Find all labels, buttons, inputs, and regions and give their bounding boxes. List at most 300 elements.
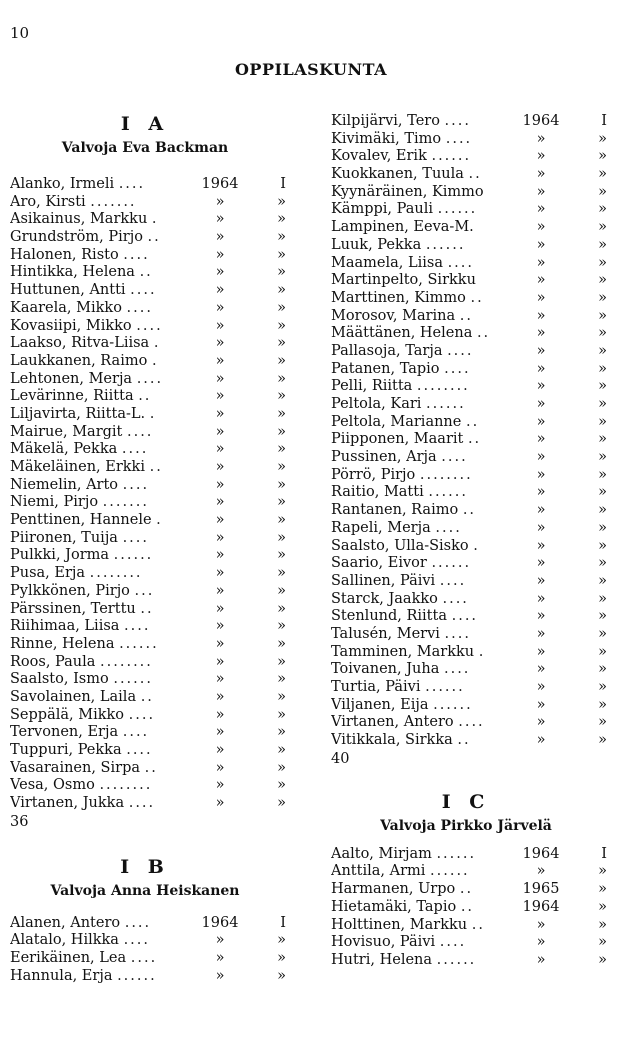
grade-level: I: [601, 845, 607, 862]
section-supervisor: Valvoja Eva Backman: [61, 140, 229, 156]
student-name: Tamminen, Markku: [331, 643, 475, 660]
enrollment-year: »: [215, 388, 225, 405]
student-name: Pelli, Riitta: [331, 378, 413, 395]
student-row: [10, 689, 290, 707]
enrollment-year: »: [215, 547, 225, 564]
student-row: [10, 636, 290, 654]
student-name: Kaarela, Mikko: [10, 299, 122, 316]
leader-dots: .: [156, 512, 163, 529]
leader-dots: ....: [126, 299, 153, 316]
leader-dots: ..: [459, 307, 473, 324]
leader-dots: ..: [476, 325, 491, 342]
leader-dots: ......: [431, 555, 472, 572]
grade-level: »: [277, 352, 286, 369]
student-row: [10, 512, 290, 530]
leader-dots: ....: [130, 282, 157, 299]
student-name: Lehtonen, Merja: [10, 370, 133, 387]
student-name: Pulkki, Jorma: [10, 547, 110, 564]
student-name: Kyynäräinen, Kimmo: [331, 183, 484, 200]
student-name-cell: [10, 795, 198, 813]
leader-dots: ..: [139, 264, 153, 281]
student-row: [10, 932, 290, 950]
grade-level: »: [277, 671, 286, 688]
student-name: Virtanen, Jukka: [10, 795, 125, 812]
grade-level: »: [598, 466, 607, 483]
enrollment-year: »: [215, 193, 225, 210]
student-name: Peltola, Marianne: [331, 413, 462, 430]
student-name-cell: [10, 176, 198, 194]
student-row: [331, 184, 611, 202]
leader-dots: ..: [138, 388, 152, 405]
grade-level: »: [598, 360, 607, 377]
student-name: Piipponen, Maarit: [331, 431, 464, 448]
student-name-cell: [331, 449, 519, 467]
student-row: [331, 538, 611, 556]
student-row: [10, 547, 290, 565]
student-name-cell: [10, 264, 198, 282]
student-name-cell: [331, 148, 519, 166]
enrollment-year: »: [215, 476, 225, 493]
grade-level: »: [598, 572, 607, 589]
student-name: Mäkeläinen, Erkki: [10, 459, 145, 475]
class-section-ib: [10, 855, 290, 986]
student-name-cell: [331, 414, 519, 432]
student-name-cell: [331, 626, 519, 644]
student-name-cell: [331, 934, 519, 952]
grade-level: »: [598, 951, 607, 968]
leader-dots: ....: [458, 714, 485, 731]
class-section-ic: [331, 790, 611, 970]
enrollment-year: »: [536, 236, 546, 253]
student-row: [331, 131, 611, 149]
student-name: Niemelin, Arto: [10, 476, 119, 493]
student-name: Luuk, Pekka: [331, 236, 422, 253]
grade-level: »: [277, 317, 286, 334]
student-name-cell: [10, 530, 198, 548]
student-name-cell: [331, 538, 519, 556]
leader-dots: ......: [436, 845, 477, 862]
grade-level: »: [598, 378, 607, 395]
student-name: Riihimaa, Liisa: [10, 618, 120, 635]
grade-level: »: [598, 130, 607, 147]
leader-dots: ....: [441, 449, 468, 466]
leader-dots: ....: [126, 742, 153, 758]
student-name-cell: [10, 300, 198, 318]
grade-level: »: [277, 950, 286, 967]
leader-dots: .: [153, 335, 161, 352]
student-row: [10, 950, 290, 968]
student-name-cell: [10, 707, 198, 725]
grade-level: »: [598, 881, 607, 898]
student-name: Aro, Kirsti: [10, 193, 86, 210]
enrollment-year: »: [536, 325, 546, 342]
leader-dots: ......: [433, 696, 473, 713]
enrollment-year: »: [536, 537, 546, 554]
student-name-cell: [10, 671, 198, 689]
leader-dots: ....: [123, 246, 150, 263]
student-name-cell: [331, 899, 519, 917]
student-row: [10, 318, 290, 336]
grade-level: »: [277, 618, 286, 635]
class-section-ia: [10, 112, 290, 831]
leader-dots: ..: [471, 916, 485, 933]
student-name-cell: [331, 881, 519, 899]
enrollment-year: 1964: [522, 113, 560, 129]
grade-level: »: [598, 863, 607, 880]
student-row: [331, 502, 611, 520]
student-name: Saalsto, Ulla-Sisko: [331, 537, 469, 554]
enrollment-year: »: [215, 317, 225, 334]
grade-level: »: [277, 211, 286, 228]
enrollment-year: »: [215, 582, 225, 599]
student-name: Toivanen, Juha: [331, 661, 440, 678]
leader-dots: ....: [128, 795, 156, 812]
grade-level: »: [277, 795, 286, 812]
grade-level: »: [598, 396, 607, 412]
student-name-cell: [10, 583, 198, 601]
student-row: [10, 247, 290, 265]
leader-dots: ........: [416, 378, 470, 395]
enrollment-year: »: [536, 555, 546, 572]
enrollment-year: »: [215, 967, 225, 984]
student-name-cell: [331, 431, 519, 449]
student-name-cell: [10, 512, 198, 530]
enrollment-year: »: [536, 625, 546, 642]
student-name: Kovasiipi, Mikko: [10, 317, 132, 334]
student-name: Eerikäinen, Lea: [10, 950, 127, 967]
grade-level: »: [277, 777, 286, 794]
grade-level: I: [601, 113, 607, 129]
leader-dots: ..: [462, 502, 477, 519]
student-row: [331, 201, 611, 219]
student-name-cell: [10, 565, 198, 583]
student-name-cell: [331, 184, 519, 202]
student-row: [10, 760, 290, 778]
student-name-cell: [331, 846, 519, 864]
student-row: [10, 264, 290, 282]
leader-dots: ......: [113, 671, 153, 688]
leader-dots: ....: [128, 706, 156, 723]
student-row: [10, 795, 290, 813]
grade-level: »: [277, 335, 286, 352]
student-name-cell: [331, 201, 519, 219]
grade-level: »: [598, 342, 607, 359]
student-name-cell: [10, 968, 198, 986]
student-name: Laukkanen, Raimo: [10, 352, 148, 369]
grade-level: »: [277, 370, 286, 387]
student-row: [10, 530, 290, 548]
enrollment-year: »: [215, 688, 225, 705]
student-name-cell: [331, 325, 519, 343]
enrollment-year: »: [536, 696, 546, 713]
student-row: [10, 282, 290, 300]
student-name-cell: [10, 441, 198, 459]
student-row: [10, 388, 290, 406]
enrollment-year: »: [215, 441, 225, 458]
leader-dots: ..: [470, 289, 484, 306]
student-name: Mäkelä, Pekka: [10, 441, 118, 458]
student-name-cell: [331, 952, 519, 970]
student-name: Holttinen, Markku: [331, 916, 468, 933]
enrollment-year: »: [536, 219, 546, 236]
enrollment-year: »: [215, 706, 225, 723]
enrollment-year: »: [536, 643, 546, 660]
grade-level: »: [277, 494, 286, 511]
student-name-cell: [10, 335, 198, 353]
enrollment-year: »: [215, 512, 225, 529]
student-name-cell: [331, 732, 519, 750]
grade-level: »: [277, 653, 286, 670]
student-row: [331, 591, 611, 609]
enrollment-year: »: [536, 201, 546, 218]
student-row: [331, 520, 611, 538]
student-name-cell: [10, 424, 198, 442]
student-name: Alatalo, Hilkka: [10, 932, 119, 949]
leader-dots: ..: [459, 881, 474, 898]
student-name: Sallinen, Päivi: [331, 572, 436, 589]
leader-dots: ........: [100, 653, 153, 670]
enrollment-year: »: [536, 951, 546, 968]
student-name-cell: [331, 917, 519, 935]
grade-level: »: [277, 476, 286, 493]
grade-level: »: [277, 635, 286, 652]
grade-level: »: [277, 246, 286, 263]
student-name-cell: [331, 555, 519, 573]
grade-level: »: [277, 706, 286, 723]
leader-dots: ......: [425, 679, 465, 695]
section-heading: I B: [120, 855, 170, 878]
enrollment-year: »: [536, 431, 546, 448]
student-row: [10, 671, 290, 689]
student-name-cell: [10, 547, 198, 565]
student-name-cell: [331, 520, 519, 538]
enrollment-year: »: [536, 289, 546, 306]
leader-dots: ..: [147, 229, 161, 246]
grade-level: »: [277, 423, 286, 440]
student-name-cell: [331, 573, 519, 591]
student-name: Martinpelto, Sirkku: [331, 272, 476, 289]
student-row: [10, 371, 290, 389]
student-row: [331, 113, 611, 131]
enrollment-year: »: [536, 378, 546, 395]
grade-level: »: [598, 413, 607, 430]
grade-level: »: [598, 661, 607, 678]
student-name: Alanen, Antero: [10, 914, 121, 931]
student-name: Savolainen, Laila: [10, 688, 137, 705]
enrollment-year: »: [536, 449, 546, 466]
enrollment-year: 1964: [201, 914, 239, 931]
enrollment-year: »: [536, 934, 546, 951]
student-name: Talusén, Mervi: [331, 625, 440, 642]
student-row: [331, 414, 611, 432]
student-name-cell: [10, 950, 198, 968]
page-title: OPPILASKUNTA: [234, 60, 388, 79]
student-row: [331, 343, 611, 361]
student-name-cell: [10, 477, 198, 495]
student-name-cell: [331, 255, 519, 273]
student-row: [10, 194, 290, 212]
leader-dots: ....: [445, 130, 473, 147]
enrollment-year: »: [215, 282, 225, 299]
grade-level: »: [598, 307, 607, 324]
student-name-cell: [10, 406, 198, 424]
grade-level: »: [277, 529, 286, 546]
enrollment-year: »: [536, 661, 546, 678]
student-name: Asikainus, Markku: [10, 211, 148, 228]
leader-dots: .......: [102, 494, 149, 511]
student-name-cell: [331, 863, 519, 881]
student-row: [10, 742, 290, 760]
student-name: Tervonen, Erja: [10, 724, 119, 741]
grade-level: »: [598, 714, 607, 731]
student-row: [10, 459, 290, 477]
enrollment-year: »: [215, 618, 225, 635]
leader-dots: ....: [444, 113, 471, 129]
leader-dots: ..: [149, 459, 163, 475]
section-heading: I A: [120, 113, 170, 135]
grade-level: »: [598, 484, 607, 501]
section-supervisor: Valvoja Anna Heiskanen: [50, 882, 240, 899]
student-row: [331, 396, 611, 414]
enrollment-year: »: [536, 307, 546, 324]
enrollment-year: »: [215, 459, 225, 475]
grade-level: »: [598, 272, 607, 289]
grade-level: »: [598, 431, 607, 448]
student-name: Rapeli, Merja: [331, 519, 431, 536]
student-name: Levärinne, Riitta: [10, 388, 134, 405]
student-name: Maamela, Liisa: [331, 254, 443, 271]
grade-level: »: [277, 388, 286, 405]
student-name-cell: [331, 343, 519, 361]
enrollment-year: »: [536, 130, 546, 147]
student-name-cell: [10, 742, 198, 760]
leader-dots: ....: [444, 360, 471, 377]
student-name-cell: [331, 131, 519, 149]
section-heading: I C: [441, 790, 491, 813]
enrollment-year: »: [536, 413, 546, 430]
student-name-cell: [10, 932, 198, 950]
class-section-ia-continued: [331, 113, 611, 768]
leader-dots: .: [478, 643, 486, 660]
student-row: [10, 494, 290, 512]
enrollment-year: »: [215, 932, 225, 949]
student-name: Pallasoja, Tarja: [331, 342, 443, 359]
grade-level: »: [277, 724, 286, 741]
grade-level: »: [277, 299, 286, 316]
enrollment-year: »: [215, 211, 225, 228]
student-list: [331, 846, 611, 970]
student-row: [10, 601, 290, 619]
leader-dots: ....: [451, 608, 479, 625]
grade-level: »: [598, 183, 607, 200]
leader-dots: ......: [426, 396, 466, 412]
student-row: [331, 166, 611, 184]
enrollment-year: »: [215, 653, 225, 670]
enrollment-year: »: [215, 494, 225, 511]
grade-level: »: [277, 600, 286, 617]
enrollment-year: »: [536, 863, 546, 880]
enrollment-year: »: [536, 272, 546, 289]
student-row: [331, 608, 611, 626]
student-name: Aalto, Mirjam: [331, 845, 432, 862]
student-row: [331, 644, 611, 662]
student-row: [10, 565, 290, 583]
student-name: Lampinen, Eeva-M.: [331, 219, 474, 236]
grade-level: »: [598, 519, 607, 536]
enrollment-year: »: [215, 950, 225, 967]
student-row: [331, 917, 611, 935]
student-list: [10, 176, 290, 813]
student-name-cell: [10, 724, 198, 742]
grade-level: I: [280, 176, 286, 192]
enrollment-year: »: [536, 484, 546, 501]
student-list: [10, 915, 290, 986]
student-name-cell: [10, 229, 198, 247]
enrollment-year: »: [215, 724, 225, 741]
student-row: [10, 176, 290, 194]
leader-dots: ....: [124, 914, 152, 931]
student-row: [10, 335, 290, 353]
enrollment-year: 1964: [522, 898, 560, 915]
leader-dots: ......: [117, 967, 157, 984]
student-name-cell: [331, 237, 519, 255]
student-name: Laakso, Ritva-Liisa: [10, 335, 150, 352]
leader-dots: ......: [119, 635, 159, 652]
leader-dots: ....: [122, 529, 150, 546]
student-name-cell: [331, 484, 519, 502]
student-name: Määttänen, Helena: [331, 325, 473, 342]
grade-level: »: [598, 555, 607, 572]
student-name: Vitikkala, Sirkka: [331, 732, 453, 749]
student-row: [331, 272, 611, 290]
student-name-cell: [331, 166, 519, 184]
student-name: Viljanen, Eija: [331, 696, 429, 713]
student-row: [331, 449, 611, 467]
student-name: Rantanen, Raimo: [331, 502, 459, 519]
enrollment-year: »: [215, 600, 225, 617]
student-name: Hutri, Helena: [331, 951, 433, 968]
leader-dots: ....: [124, 618, 151, 635]
enrollment-year: »: [215, 759, 225, 776]
student-name-cell: [10, 760, 198, 778]
enrollment-year: »: [215, 671, 225, 688]
student-list: [331, 113, 611, 750]
student-row: [331, 378, 611, 396]
grade-level: »: [277, 759, 286, 776]
student-row: [10, 229, 290, 247]
student-name: Tuppuri, Pekka: [10, 742, 122, 758]
grade-level: »: [277, 441, 286, 458]
enrollment-year: »: [215, 777, 225, 794]
student-name-cell: [331, 591, 519, 609]
grade-level: »: [598, 254, 607, 271]
leader-dots: ..: [140, 600, 154, 617]
student-name-cell: [10, 282, 198, 300]
student-row: [331, 661, 611, 679]
leader-dots: ..: [465, 413, 480, 430]
right-column: [331, 113, 611, 970]
student-row: [331, 361, 611, 379]
grade-level: »: [598, 148, 607, 165]
grade-level: »: [598, 696, 607, 713]
student-name: Saario, Eivor: [331, 555, 427, 572]
student-row: [331, 308, 611, 326]
student-name-cell: [331, 502, 519, 520]
grade-level: »: [277, 582, 286, 599]
student-count: 36: [10, 813, 29, 830]
student-row: [331, 148, 611, 166]
leader-dots: ......: [430, 863, 470, 880]
